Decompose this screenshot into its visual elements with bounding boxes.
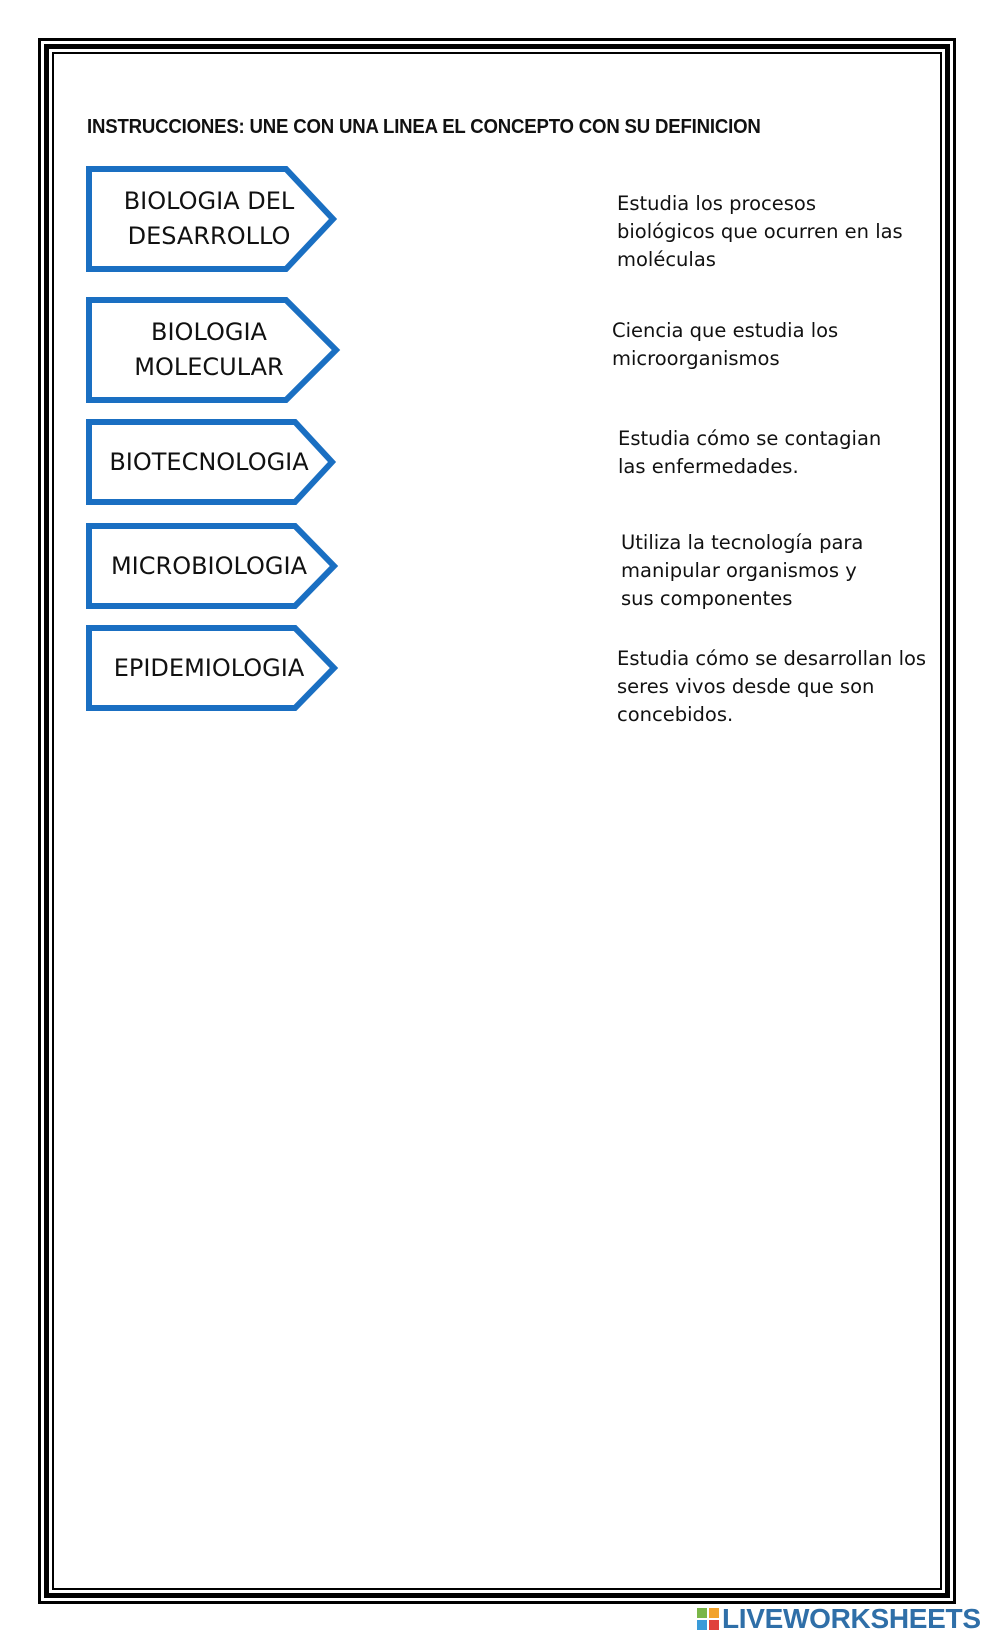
liveworksheets-logo (697, 1600, 981, 1638)
instructions-heading: INSTRUCCIONES: UNE CON UNA LINEA EL CONCEPTO CON SU DEFINICION (87, 116, 761, 138)
concept-label: BIOTECNOLOGIA (109, 447, 309, 476)
concept-box-epidemiologia[interactable] (86, 625, 358, 711)
concept-label: MICROBIOLOGIA (110, 551, 308, 580)
definition-5[interactable]: Estudia cómo se desarrollan los seres vivos desde que son concebidos. (617, 647, 927, 726)
concept-box-microbiologia[interactable] (86, 523, 358, 609)
concept-box-biotecnologia[interactable] (86, 419, 358, 505)
concept-label: BIOLOGIA DEL DESARROLLO (123, 187, 295, 250)
definition-4[interactable]: Utiliza la tecnología para manipular organismos y sus componentes (621, 531, 864, 610)
concept-box-biologia-molecular[interactable] (86, 297, 358, 403)
liveworksheets-logo-icon (697, 1608, 719, 1630)
definition-3[interactable]: Estudia cómo se contagian las enfermedades. (618, 427, 882, 478)
definition-2[interactable]: Ciencia que estudia los microorganismos (612, 319, 839, 370)
concept-label: BIOLOGIA MOLECULAR (134, 318, 284, 381)
concept-label: EPIDEMIOLOGIA (113, 653, 305, 682)
concept-box-biologia-del-desarrollo[interactable] (86, 166, 358, 272)
definition-1[interactable]: Estudia los procesos biológicos que ocurren en las moléculas (617, 192, 903, 271)
page-border-inner (52, 52, 942, 1590)
logo-wordmark: LIVEWORKSHEETS (722, 1603, 981, 1634)
